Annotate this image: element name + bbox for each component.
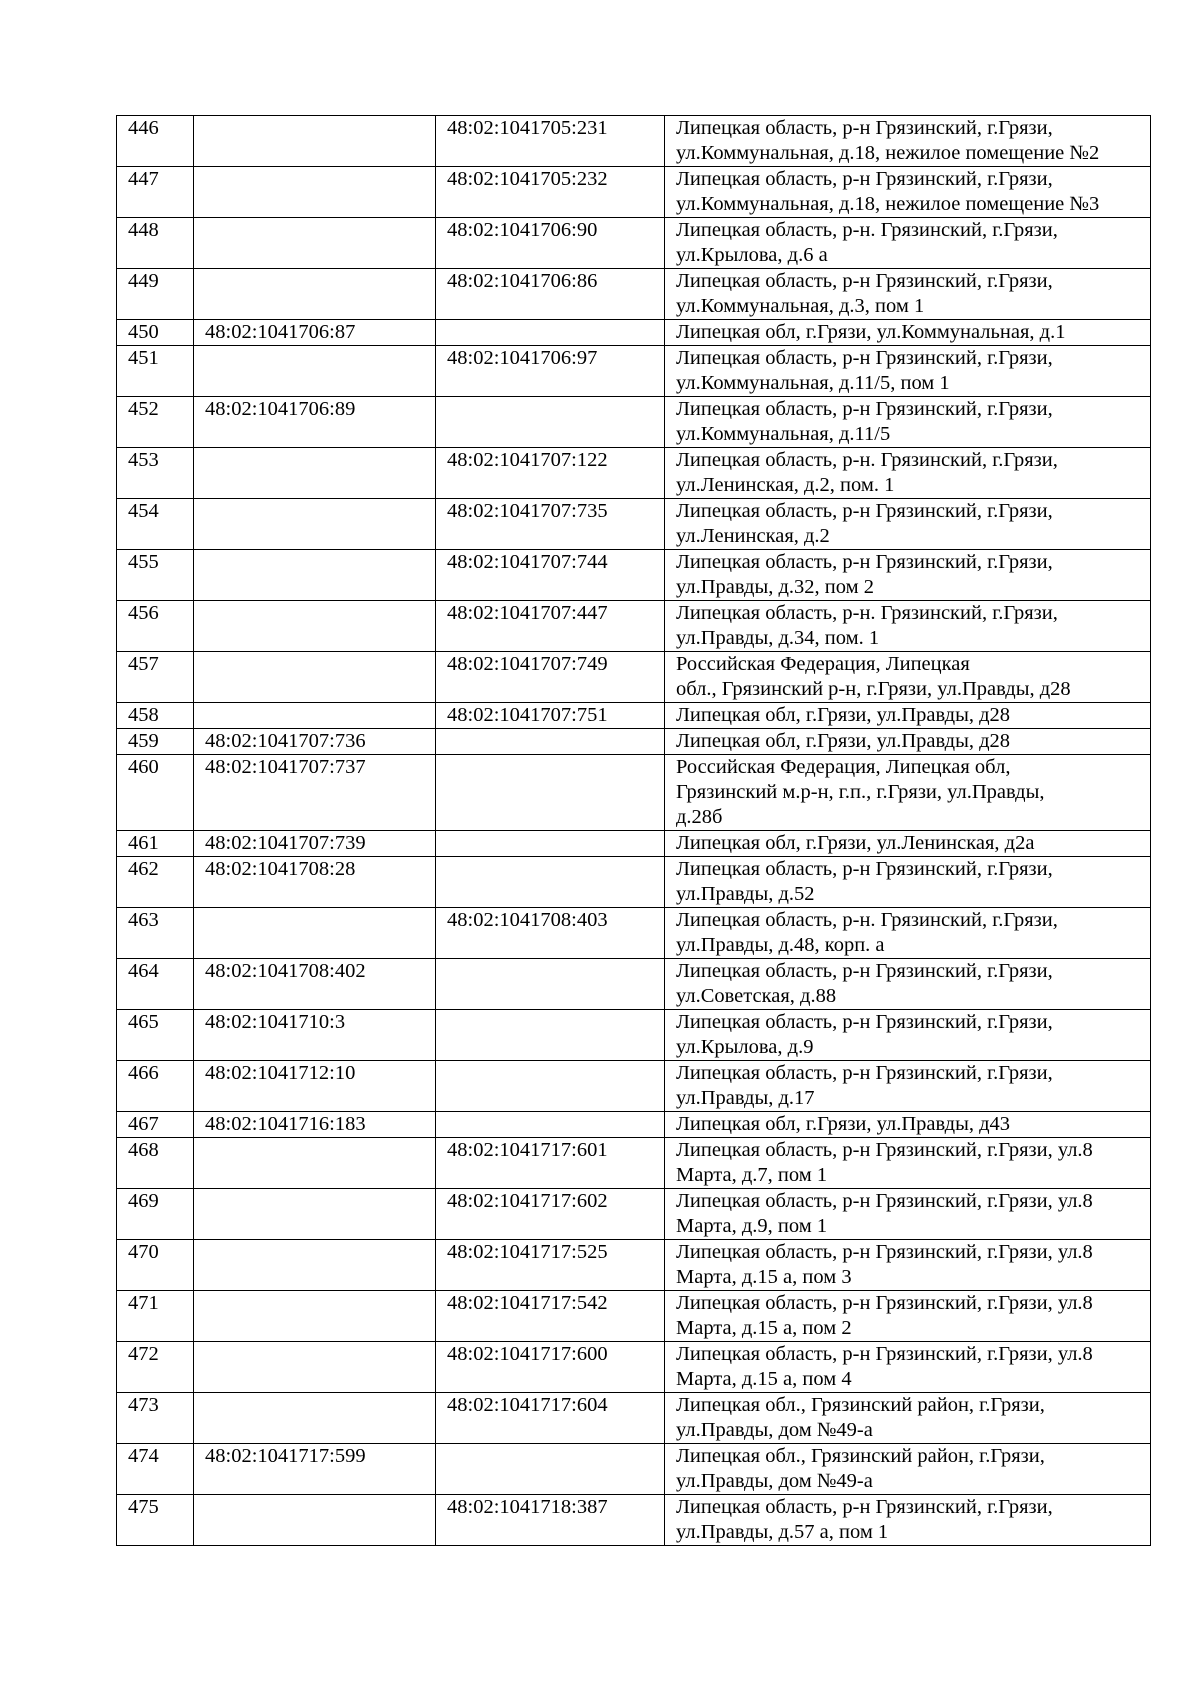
address-line: Грязинский м.р-н, г.п., г.Грязи, ул.Правды, [676, 781, 1045, 803]
address-cell [665, 218, 1151, 269]
row-number-cell: 466 [117, 1061, 194, 1112]
row-number-cell: 461 [117, 831, 194, 857]
land-cadastral-number-cell: 48:02:1041707:739 [194, 831, 436, 857]
row-number-cell: 450 [117, 320, 194, 346]
address-cell [665, 1189, 1151, 1240]
address-line: ул.Ленинская, д.2, пом. 1 [676, 474, 895, 496]
building-cadastral-number-cell [436, 857, 665, 908]
building-cadastral-number-cell: 48:02:1041717:602 [436, 1189, 665, 1240]
address-cell [665, 269, 1151, 320]
address-line: ул.Правды, дом №49-а [676, 1419, 873, 1441]
table-row [117, 652, 1151, 703]
address-line: обл., Грязинский р-н, г.Грязи, ул.Правды, д28 [676, 678, 1071, 700]
land-cadastral-number-cell: 48:02:1041717:599 [194, 1444, 436, 1495]
address-line: Липецкая обл, г.Грязи, ул.Ленинская, д2а [676, 832, 1035, 854]
building-cadastral-number-cell [436, 1112, 665, 1138]
address-line: Липецкая область, р-н Грязинский, г.Грязи, ул.8 [676, 1292, 1093, 1314]
row-number-cell: 462 [117, 857, 194, 908]
building-cadastral-number-cell: 48:02:1041717:542 [436, 1291, 665, 1342]
address-cell [665, 1240, 1151, 1291]
address-line: Липецкая область, р-н Грязинский, г.Грязи, [676, 270, 1053, 292]
table-row [117, 550, 1151, 601]
address-line: Липецкая обл., Грязинский район, г.Грязи, [676, 1445, 1045, 1467]
address-line: Липецкая область, р-н Грязинский, г.Грязи, [676, 1496, 1053, 1518]
building-cadastral-number-cell [436, 1061, 665, 1112]
land-cadastral-number-cell [194, 601, 436, 652]
table-row [117, 320, 1151, 346]
address-line: ул.Коммунальная, д.18, нежилое помещение №3 [676, 193, 1100, 215]
address-line: Липецкая обл, г.Грязи, ул.Коммунальная, д.1 [676, 321, 1066, 343]
address-cell [665, 959, 1151, 1010]
building-cadastral-number-cell [436, 1444, 665, 1495]
address-line: ул.Правды, д.48, корп. а [676, 934, 885, 956]
building-cadastral-number-cell: 48:02:1041705:232 [436, 167, 665, 218]
address-cell [665, 1342, 1151, 1393]
building-cadastral-number-cell [436, 959, 665, 1010]
address-line: Липецкая область, р-н Грязинский, г.Грязи, [676, 551, 1053, 573]
address-line: ул.Крылова, д.6 а [676, 244, 828, 266]
table-row [117, 499, 1151, 550]
address-line: Липецкая область, р-н Грязинский, г.Грязи, ул.8 [676, 1241, 1093, 1263]
land-cadastral-number-cell [194, 550, 436, 601]
building-cadastral-number-cell: 48:02:1041707:749 [436, 652, 665, 703]
row-number-cell: 467 [117, 1112, 194, 1138]
address-line: Липецкая область, р-н Грязинский, г.Грязи, [676, 117, 1053, 139]
row-number-cell: 468 [117, 1138, 194, 1189]
row-number-cell: 475 [117, 1495, 194, 1546]
property-registry-table [116, 115, 1151, 1546]
land-cadastral-number-cell [194, 703, 436, 729]
building-cadastral-number-cell: 48:02:1041706:90 [436, 218, 665, 269]
land-cadastral-number-cell: 48:02:1041708:28 [194, 857, 436, 908]
building-cadastral-number-cell [436, 1010, 665, 1061]
address-cell [665, 499, 1151, 550]
address-line: Липецкая обл, г.Грязи, ул.Правды, д43 [676, 1113, 1011, 1135]
table-row [117, 448, 1151, 499]
row-number-cell: 452 [117, 397, 194, 448]
land-cadastral-number-cell [194, 908, 436, 959]
building-cadastral-number-cell: 48:02:1041706:97 [436, 346, 665, 397]
table-row [117, 831, 1151, 857]
table-row [117, 269, 1151, 320]
row-number-cell: 446 [117, 116, 194, 167]
address-line: ул.Правды, д.17 [676, 1087, 815, 1109]
building-cadastral-number-cell: 48:02:1041707:751 [436, 703, 665, 729]
address-cell [665, 320, 1151, 346]
table-row [117, 1291, 1151, 1342]
table-row [117, 1112, 1151, 1138]
row-number-cell: 455 [117, 550, 194, 601]
address-line: ул.Советская, д.88 [676, 985, 837, 1007]
table-row [117, 908, 1151, 959]
table-row [117, 857, 1151, 908]
land-cadastral-number-cell: 48:02:1041707:736 [194, 729, 436, 755]
row-number-cell: 473 [117, 1393, 194, 1444]
address-line: ул.Правды, д.52 [676, 883, 815, 905]
address-line: ул.Крылова, д.9 [676, 1036, 814, 1058]
address-cell [665, 116, 1151, 167]
building-cadastral-number-cell: 48:02:1041705:231 [436, 116, 665, 167]
building-cadastral-number-cell: 48:02:1041717:525 [436, 1240, 665, 1291]
table-row [117, 1342, 1151, 1393]
address-cell [665, 729, 1151, 755]
land-cadastral-number-cell [194, 218, 436, 269]
address-cell [665, 397, 1151, 448]
row-number-cell: 451 [117, 346, 194, 397]
address-cell [665, 908, 1151, 959]
building-cadastral-number-cell [436, 729, 665, 755]
building-cadastral-number-cell: 48:02:1041706:86 [436, 269, 665, 320]
row-number-cell: 464 [117, 959, 194, 1010]
land-cadastral-number-cell: 48:02:1041706:89 [194, 397, 436, 448]
address-cell [665, 1444, 1151, 1495]
land-cadastral-number-cell [194, 1240, 436, 1291]
address-line: ул.Правды, д.57 а, пом 1 [676, 1521, 889, 1543]
address-cell [665, 1010, 1151, 1061]
address-cell [665, 652, 1151, 703]
table-row [117, 1393, 1151, 1444]
address-line: Липецкая область, р-н Грязинский, г.Грязи, ул.8 [676, 1343, 1093, 1365]
land-cadastral-number-cell [194, 448, 436, 499]
address-line: Марта, д.9, пом 1 [676, 1215, 828, 1237]
table-row [117, 116, 1151, 167]
table-row [117, 167, 1151, 218]
address-line: Марта, д.15 а, пом 4 [676, 1368, 852, 1390]
land-cadastral-number-cell [194, 1291, 436, 1342]
land-cadastral-number-cell: 48:02:1041712:10 [194, 1061, 436, 1112]
address-line: Липецкая область, р-н Грязинский, г.Грязи, [676, 1011, 1053, 1033]
land-cadastral-number-cell: 48:02:1041708:402 [194, 959, 436, 1010]
address-line: Липецкая обл, г.Грязи, ул.Правды, д28 [676, 730, 1011, 752]
address-line: ул.Правды, д.34, пом. 1 [676, 627, 880, 649]
address-line: Липецкая область, р-н. Грязинский, г.Грязи, [676, 219, 1058, 241]
address-line: Липецкая область, р-н Грязинский, г.Грязи, [676, 500, 1053, 522]
land-cadastral-number-cell [194, 116, 436, 167]
address-line: Российская Федерация, Липецкая [676, 653, 970, 675]
address-cell [665, 601, 1151, 652]
building-cadastral-number-cell: 48:02:1041717:601 [436, 1138, 665, 1189]
land-cadastral-number-cell [194, 652, 436, 703]
land-cadastral-number-cell [194, 1189, 436, 1240]
building-cadastral-number-cell: 48:02:1041707:122 [436, 448, 665, 499]
address-line: Липецкая область, р-н. Грязинский, г.Грязи, [676, 909, 1058, 931]
building-cadastral-number-cell: 48:02:1041718:387 [436, 1495, 665, 1546]
building-cadastral-number-cell: 48:02:1041717:604 [436, 1393, 665, 1444]
address-cell [665, 1138, 1151, 1189]
address-cell [665, 448, 1151, 499]
row-number-cell: 459 [117, 729, 194, 755]
building-cadastral-number-cell: 48:02:1041717:600 [436, 1342, 665, 1393]
building-cadastral-number-cell [436, 831, 665, 857]
address-cell [665, 703, 1151, 729]
table-row [117, 218, 1151, 269]
table-row [117, 1061, 1151, 1112]
table-row [117, 346, 1151, 397]
building-cadastral-number-cell: 48:02:1041707:735 [436, 499, 665, 550]
address-cell [665, 167, 1151, 218]
building-cadastral-number-cell [436, 397, 665, 448]
address-cell [665, 831, 1151, 857]
address-line: Российская Федерация, Липецкая обл, [676, 756, 1011, 778]
building-cadastral-number-cell: 48:02:1041707:744 [436, 550, 665, 601]
address-line: Марта, д.7, пом 1 [676, 1164, 828, 1186]
table-row [117, 1189, 1151, 1240]
address-cell [665, 755, 1151, 831]
address-cell [665, 1061, 1151, 1112]
table-row [117, 1010, 1151, 1061]
land-cadastral-number-cell [194, 499, 436, 550]
address-line: ул.Ленинская, д.2 [676, 525, 830, 547]
land-cadastral-number-cell [194, 1342, 436, 1393]
row-number-cell: 469 [117, 1189, 194, 1240]
registry-table-body [117, 116, 1151, 1546]
land-cadastral-number-cell: 48:02:1041716:183 [194, 1112, 436, 1138]
address-line: Липецкая область, р-н. Грязинский, г.Грязи, [676, 602, 1058, 624]
table-row [117, 959, 1151, 1010]
address-line: Липецкая область, р-н Грязинский, г.Грязи, [676, 168, 1053, 190]
row-number-cell: 463 [117, 908, 194, 959]
table-row [117, 1444, 1151, 1495]
row-number-cell: 454 [117, 499, 194, 550]
land-cadastral-number-cell [194, 1138, 436, 1189]
land-cadastral-number-cell: 48:02:1041707:737 [194, 755, 436, 831]
address-line: Липецкая область, р-н Грязинский, г.Грязи, [676, 858, 1053, 880]
building-cadastral-number-cell [436, 755, 665, 831]
address-line: Липецкая обл, г.Грязи, ул.Правды, д28 [676, 704, 1011, 726]
address-line: ул.Коммунальная, д.18, нежилое помещение №2 [676, 142, 1100, 164]
address-line: Липецкая обл., Грязинский район, г.Грязи, [676, 1394, 1045, 1416]
table-row [117, 1240, 1151, 1291]
address-line: ул.Коммунальная, д.3, пом 1 [676, 295, 925, 317]
land-cadastral-number-cell [194, 1393, 436, 1444]
address-cell [665, 346, 1151, 397]
address-cell [665, 1495, 1151, 1546]
row-number-cell: 472 [117, 1342, 194, 1393]
address-line: Липецкая область, р-н. Грязинский, г.Грязи, [676, 449, 1058, 471]
land-cadastral-number-cell [194, 1495, 436, 1546]
land-cadastral-number-cell: 48:02:1041710:3 [194, 1010, 436, 1061]
row-number-cell: 457 [117, 652, 194, 703]
address-line: Липецкая область, р-н Грязинский, г.Грязи, ул.8 [676, 1190, 1093, 1212]
address-line: Липецкая область, р-н Грязинский, г.Грязи, [676, 398, 1053, 420]
row-number-cell: 460 [117, 755, 194, 831]
address-cell [665, 1393, 1151, 1444]
address-cell [665, 857, 1151, 908]
address-cell [665, 1291, 1151, 1342]
table-row [117, 601, 1151, 652]
address-line: Липецкая область, р-н Грязинский, г.Грязи, [676, 1062, 1053, 1084]
address-line: Липецкая область, р-н Грязинский, г.Грязи, [676, 960, 1053, 982]
address-line: Липецкая область, р-н Грязинский, г.Грязи, ул.8 [676, 1139, 1093, 1161]
row-number-cell: 465 [117, 1010, 194, 1061]
building-cadastral-number-cell: 48:02:1041707:447 [436, 601, 665, 652]
land-cadastral-number-cell [194, 269, 436, 320]
table-row [117, 1495, 1151, 1546]
table-row [117, 755, 1151, 831]
row-number-cell: 458 [117, 703, 194, 729]
land-cadastral-number-cell: 48:02:1041706:87 [194, 320, 436, 346]
building-cadastral-number-cell [436, 320, 665, 346]
table-row [117, 729, 1151, 755]
table-row [117, 397, 1151, 448]
land-cadastral-number-cell [194, 167, 436, 218]
address-cell [665, 1112, 1151, 1138]
table-row [117, 1138, 1151, 1189]
row-number-cell: 447 [117, 167, 194, 218]
row-number-cell: 470 [117, 1240, 194, 1291]
row-number-cell: 456 [117, 601, 194, 652]
land-cadastral-number-cell [194, 346, 436, 397]
address-line: д.28б [676, 806, 723, 828]
row-number-cell: 474 [117, 1444, 194, 1495]
table-row [117, 703, 1151, 729]
address-line: ул.Правды, дом №49-а [676, 1470, 873, 1492]
address-line: Липецкая область, р-н Грязинский, г.Грязи, [676, 347, 1053, 369]
address-line: Марта, д.15 а, пом 3 [676, 1266, 852, 1288]
address-cell [665, 550, 1151, 601]
address-line: Марта, д.15 а, пом 2 [676, 1317, 852, 1339]
row-number-cell: 471 [117, 1291, 194, 1342]
address-line: ул.Коммунальная, д.11/5, пом 1 [676, 372, 950, 394]
building-cadastral-number-cell: 48:02:1041708:403 [436, 908, 665, 959]
row-number-cell: 449 [117, 269, 194, 320]
row-number-cell: 448 [117, 218, 194, 269]
address-line: ул.Коммунальная, д.11/5 [676, 423, 891, 445]
address-line: ул.Правды, д.32, пом 2 [676, 576, 874, 598]
row-number-cell: 453 [117, 448, 194, 499]
